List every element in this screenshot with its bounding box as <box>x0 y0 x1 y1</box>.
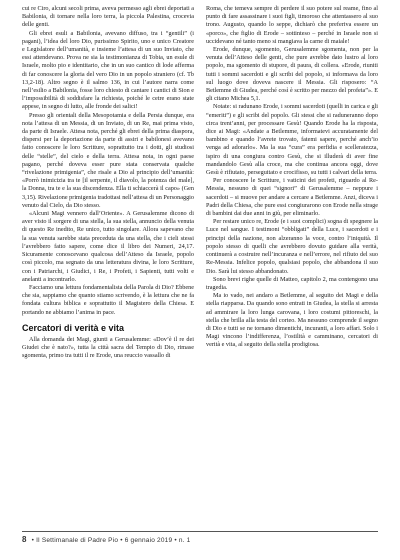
publication-name: Il Settimanale di Padre Pio <box>36 537 119 544</box>
paragraph: Alla domanda dei Magi, giunti a Gerusalemme: «Dov’è il re dei Giudei che è nato?», tutta la città sacra del Tempio di Dio, rimase sgomenta, primo tra tutti il re Erode, una reuccio vassallo di <box>22 335 194 360</box>
paragraph: Erode, dunque, sgomento, Gerusalemme sgomenta, non per la venuta dell’Atteso delle genti, che pure avrebbe dato lustro al loro popolo, ma sgomento di stupore, di paura, di collera. «Erode, riuniti tutti i sommi sacerdoti e gli scribi del popolo, si informava da loro sul luogo dove doveva nascere il Messia. Gli risposero: “A Betlemme di Giudea, perché così è scritto per mezzo del profeta”». E gli citano Michea 5,1. <box>206 46 378 103</box>
paragraph: Notate: si radunano Erode, i sommi sacerdoti (quelli in carica e gli “emeriti”) e gli scribi del popolo. Gli stessi che si raduneranno dopo circa trent’anni, per processare Gesù! Quando Erode ha la risposta, dice ai Magi: «Andate a Betlemme, informatevi accuratamente del bambino e quando l’avrete trovato, fatemi sapere, perché anch’io venga ad adorarlo». Ma la sua “cura” era perfidia e scelleratezza, ispiro di una congiura contro Gesù, che si illuderà di aver fine mandandolo Gesù alla croce, ma che continua ancora oggi, dove Gesù è rifiutato, perseguitato e crocifisso, su tutti i calvari della terra. <box>206 103 378 177</box>
paragraph: Sono brevi righe quelle di Matteo, capitolo 2, ma contengono una tragedia. <box>206 275 378 291</box>
paragraph: «Alcuni Magi vennero dall’Oriente». A Gerusalemme dicono di aver visto il sorgere di una stella, la sua stella, annuncio della venuta di questo Re inedito, Re unico, tutto singolare. Allora sapevano che la sua venuta sarebbe stata preceduta da una stella, che i cieli stessi l’avrebbero fatto sapere, come dice il libro dei Numeri, 24,17. Sicuramente conoscevano qualcosa dell’Atteso da Israele, popolo così piccolo, ma segnato da una letteratura divina, le loro Scritture, con i Patriarchi, i Giudici, i Re, i Profeti, i Sapienti, tutti volti e anelanti a incontrarlo. <box>22 210 194 283</box>
left-column <box>22 5 194 525</box>
page-number: 8 <box>22 535 27 544</box>
footer-divider <box>22 531 378 532</box>
paragraph: Per conoscere le Scritture, i vaticini dei profeti, riguardo al Re-Messia, nessuno di quei “signori” di Gerusalemme – neppure i sacerdoti – si muove per andare a cercare a Betlemme. Anzi, diceva i Padri della Chiesa, che pure essi congiurarono con Erode nella strage di bambini dai due anni in giù, per eliminarlo. <box>206 177 378 218</box>
section-heading: Cercatori di verità e vita <box>22 322 125 333</box>
paragraph: cui re Ciro, alcuni secoli prima, aveva permesso agli ebrei deportati a Babilonia, di tornare nella loro terra, la piccola Palestina, crocevia delle genti. <box>22 5 194 29</box>
page-footer: 8 • Il Settimanale di Padre Pio • 6 gennaio 2019 • n. 1 <box>22 535 191 544</box>
issue-date: 6 gennaio 2019 <box>124 537 173 544</box>
paragraph: Presso gli orientali della Mesopotamia e della Persia dunque, era nota l’attesa di un Messia, di un Inviato, di un Re, mai prima visto, da parte di Israele. Attesa nota, perché gli ebrei della prima diaspora, dispersi per la deportazione da parte di assiri e babilonesi avevano fatto conoscere le loro Scritture, soprattutto tra i dotti, gli studiosi delle “stelle”, del cielo e della terra. Attesa nota, in ogni paese pagano, perché doveva esser pure stata conservata qualche “rivelazione primigenia”, che risale a Dio al principio dell’umanità: «Porrò inimicizia tra te [il serpente, il diavolo, la potenza del male], la Donna, tra te e la sua discendenza. Ella ti schiaccerà il capo» (Gen 3,15). Rivelazione primigenia tradottasi nell’attesa di un Personaggio venuto dal Cielo, da Dio stesso. <box>22 111 194 209</box>
paragraph: Gli ebrei esuli a Babilonia, avevano diffuso, tra i “gentili” (i pagani), l’idea del loro Dio, purissimo Spirito, uno e unico Creatore e Legislatore dell’umanità, e insieme l’attesa di un suo Inviato, che essi attendevano. Prova ne sia la testimonianza di Tobia, un esule di Israele, molto pio e identitario, che in un suo cantico di lode afferma di far conoscere la gloria del vero Dio in un popolo straniero (cf. Tb 13,2-18). Altro segno è il salmo 136, in cui l’autore narra come nell’esilio a Babilonia, fosse loro chiesto di cantare i cantici di Sion e l’impossibilità di soddisfare la richiesta, poiché le cetre erano state appese, in segno di lutto, alle fronde dei salici! <box>22 29 194 111</box>
paragraph: Ma io vado, nei andaro a Betlemme, al seguito dei Magi e della stella riapparsa. Da quando sono entrati in Giudea, la stella si arresta ad ammirare la loro lunga carovana, i loro costumi pittoreschi, la stella che brilla alla testa del corteo. Ma nessuno comprende il segno di Dio e tutti se ne tornano dimentichi, incuranti, a loro affari. Solo i Magi vincono l’indifferenza, l’ostilità e camminano, cercatori di verità e vita, al seguito della stella prodigiosa. <box>206 292 378 349</box>
issue-number: n. 1 <box>178 537 191 544</box>
paragraph: Facciamo una lettura fondamentalista della Parola di Dio? Ebbene che sia, sappiamo che quanto stiamo scrivendo, è la lettura che ne fa fondata cultura biblica e soprattutto il Magistero della Chiesa. E portando ne abbiamo l’anima in pace. <box>22 283 194 316</box>
article-columns <box>22 5 378 525</box>
paragraph: Roma, che temeva sempre di perdere il suo potere sul reame, fino al punto di fare assassinare i suoi figli, timoroso che attentassero al suo trono. Augusto, quando lo seppe, dichiarò che preferiva essere un «porco», che figlio di Erode – sottinteso – perché in Israele non si uccidevano né tanto meno si mangiava la carne di maiale! <box>206 5 378 45</box>
right-column <box>206 5 378 525</box>
paragraph: Per restare unico re, Erode (e i suoi complici) sogna di spegnere la Luce nel sangue. I testimoni “obbligati” della Luce, i sacerdoti e i principi della nazione, non alzeranno la voce, contro l’iniquità. Il popolo stesso di quelli che avrebbero dovuto guidare alla verità, continuerà a costruire nell’incuranza e nell’errore, nel rifiuto del suo Re-Messia. Infelice popolo, qualsiasi popolo, che abbandona il suo Dio. Sarà lui stesso abbandonato. <box>206 218 378 275</box>
